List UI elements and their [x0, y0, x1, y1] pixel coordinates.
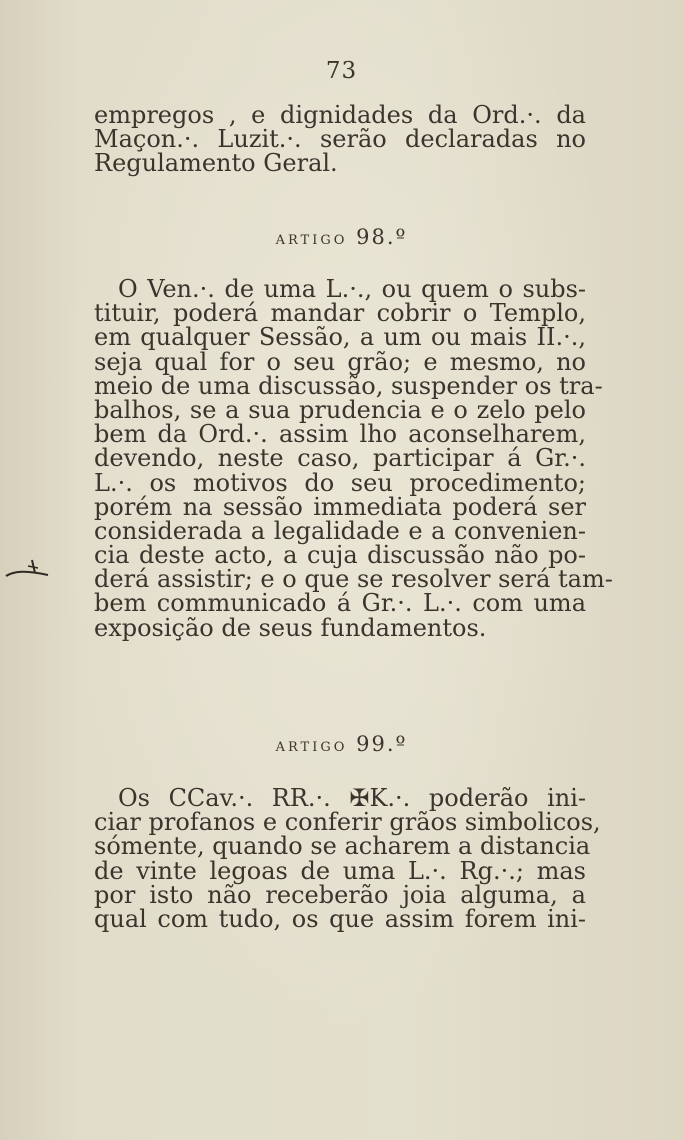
article-99-paragraph — [94, 784, 601, 933]
text-line: bem da Ord.·. assim lho aconselharem, — [94, 420, 586, 449]
text-line: devendo, neste caso, participar á Gr.·. — [94, 444, 586, 473]
intro-paragraph — [94, 103, 586, 176]
text-line: Regulamento Geral. — [94, 149, 338, 178]
article-99-heading — [0, 732, 683, 756]
article-number: 99.º — [356, 732, 408, 756]
text-line: balhos, se a sua prudencia e o zelo pelo — [94, 395, 586, 424]
text-line: seja qual for o seu grão; e mesmo, no — [94, 347, 586, 376]
text-line: Os CCav.·. RR.·. ✠K.·. poderão ini- — [118, 784, 586, 812]
text-line: cia deste acto, a cuja discussão não po- — [94, 541, 586, 570]
text-line: L.·. os motivos do seu procedimento; — [94, 468, 586, 497]
text-line: Maçon.·. Luzit.·. serão declaradas no — [94, 125, 586, 154]
article-98-paragraph — [94, 275, 613, 642]
article-label: artigo — [275, 227, 348, 249]
margin-pointer-mark — [4, 556, 50, 582]
text-line: considerada a legalidade e a convenien- — [94, 516, 586, 545]
text-line: tituir, poderá mandar cobrir o Templo, — [94, 299, 586, 328]
article-98-heading — [0, 225, 683, 249]
article-number: 98.º — [356, 225, 408, 249]
text-line: porém na sessão immediata poderá ser — [94, 492, 586, 521]
text-line: exposição de seus fundamentos. — [94, 613, 487, 642]
page-number: 73 — [325, 58, 358, 84]
text-line: por isto não receberão joia alguma, a — [94, 880, 586, 909]
text-line: de vinte legoas de uma L.·. Rg.·.; mas — [94, 856, 586, 885]
text-line: bem communicado á Gr.·. L.·. com uma — [94, 589, 586, 618]
text-line: ciar profanos e conferir grãos simbolicos, — [94, 808, 601, 837]
text-line: derá assistir; e o que se resolver será tam- — [94, 565, 613, 594]
text-line: empregos , e dignidades da Ord.·. da — [94, 101, 586, 129]
text-line: meio de uma discussão, suspender os tra- — [94, 371, 603, 400]
article-label: artigo — [275, 734, 348, 756]
text-line: qual com tudo, os que assim forem ini- — [94, 904, 586, 933]
text-line: sómente, quando se acharem a distancia — [94, 832, 591, 861]
text-line: O Ven.·. de uma L.·., ou quem o subs- — [118, 275, 586, 303]
text-line: em qualquer Sessão, a um ou mais II.·., — [94, 323, 586, 352]
